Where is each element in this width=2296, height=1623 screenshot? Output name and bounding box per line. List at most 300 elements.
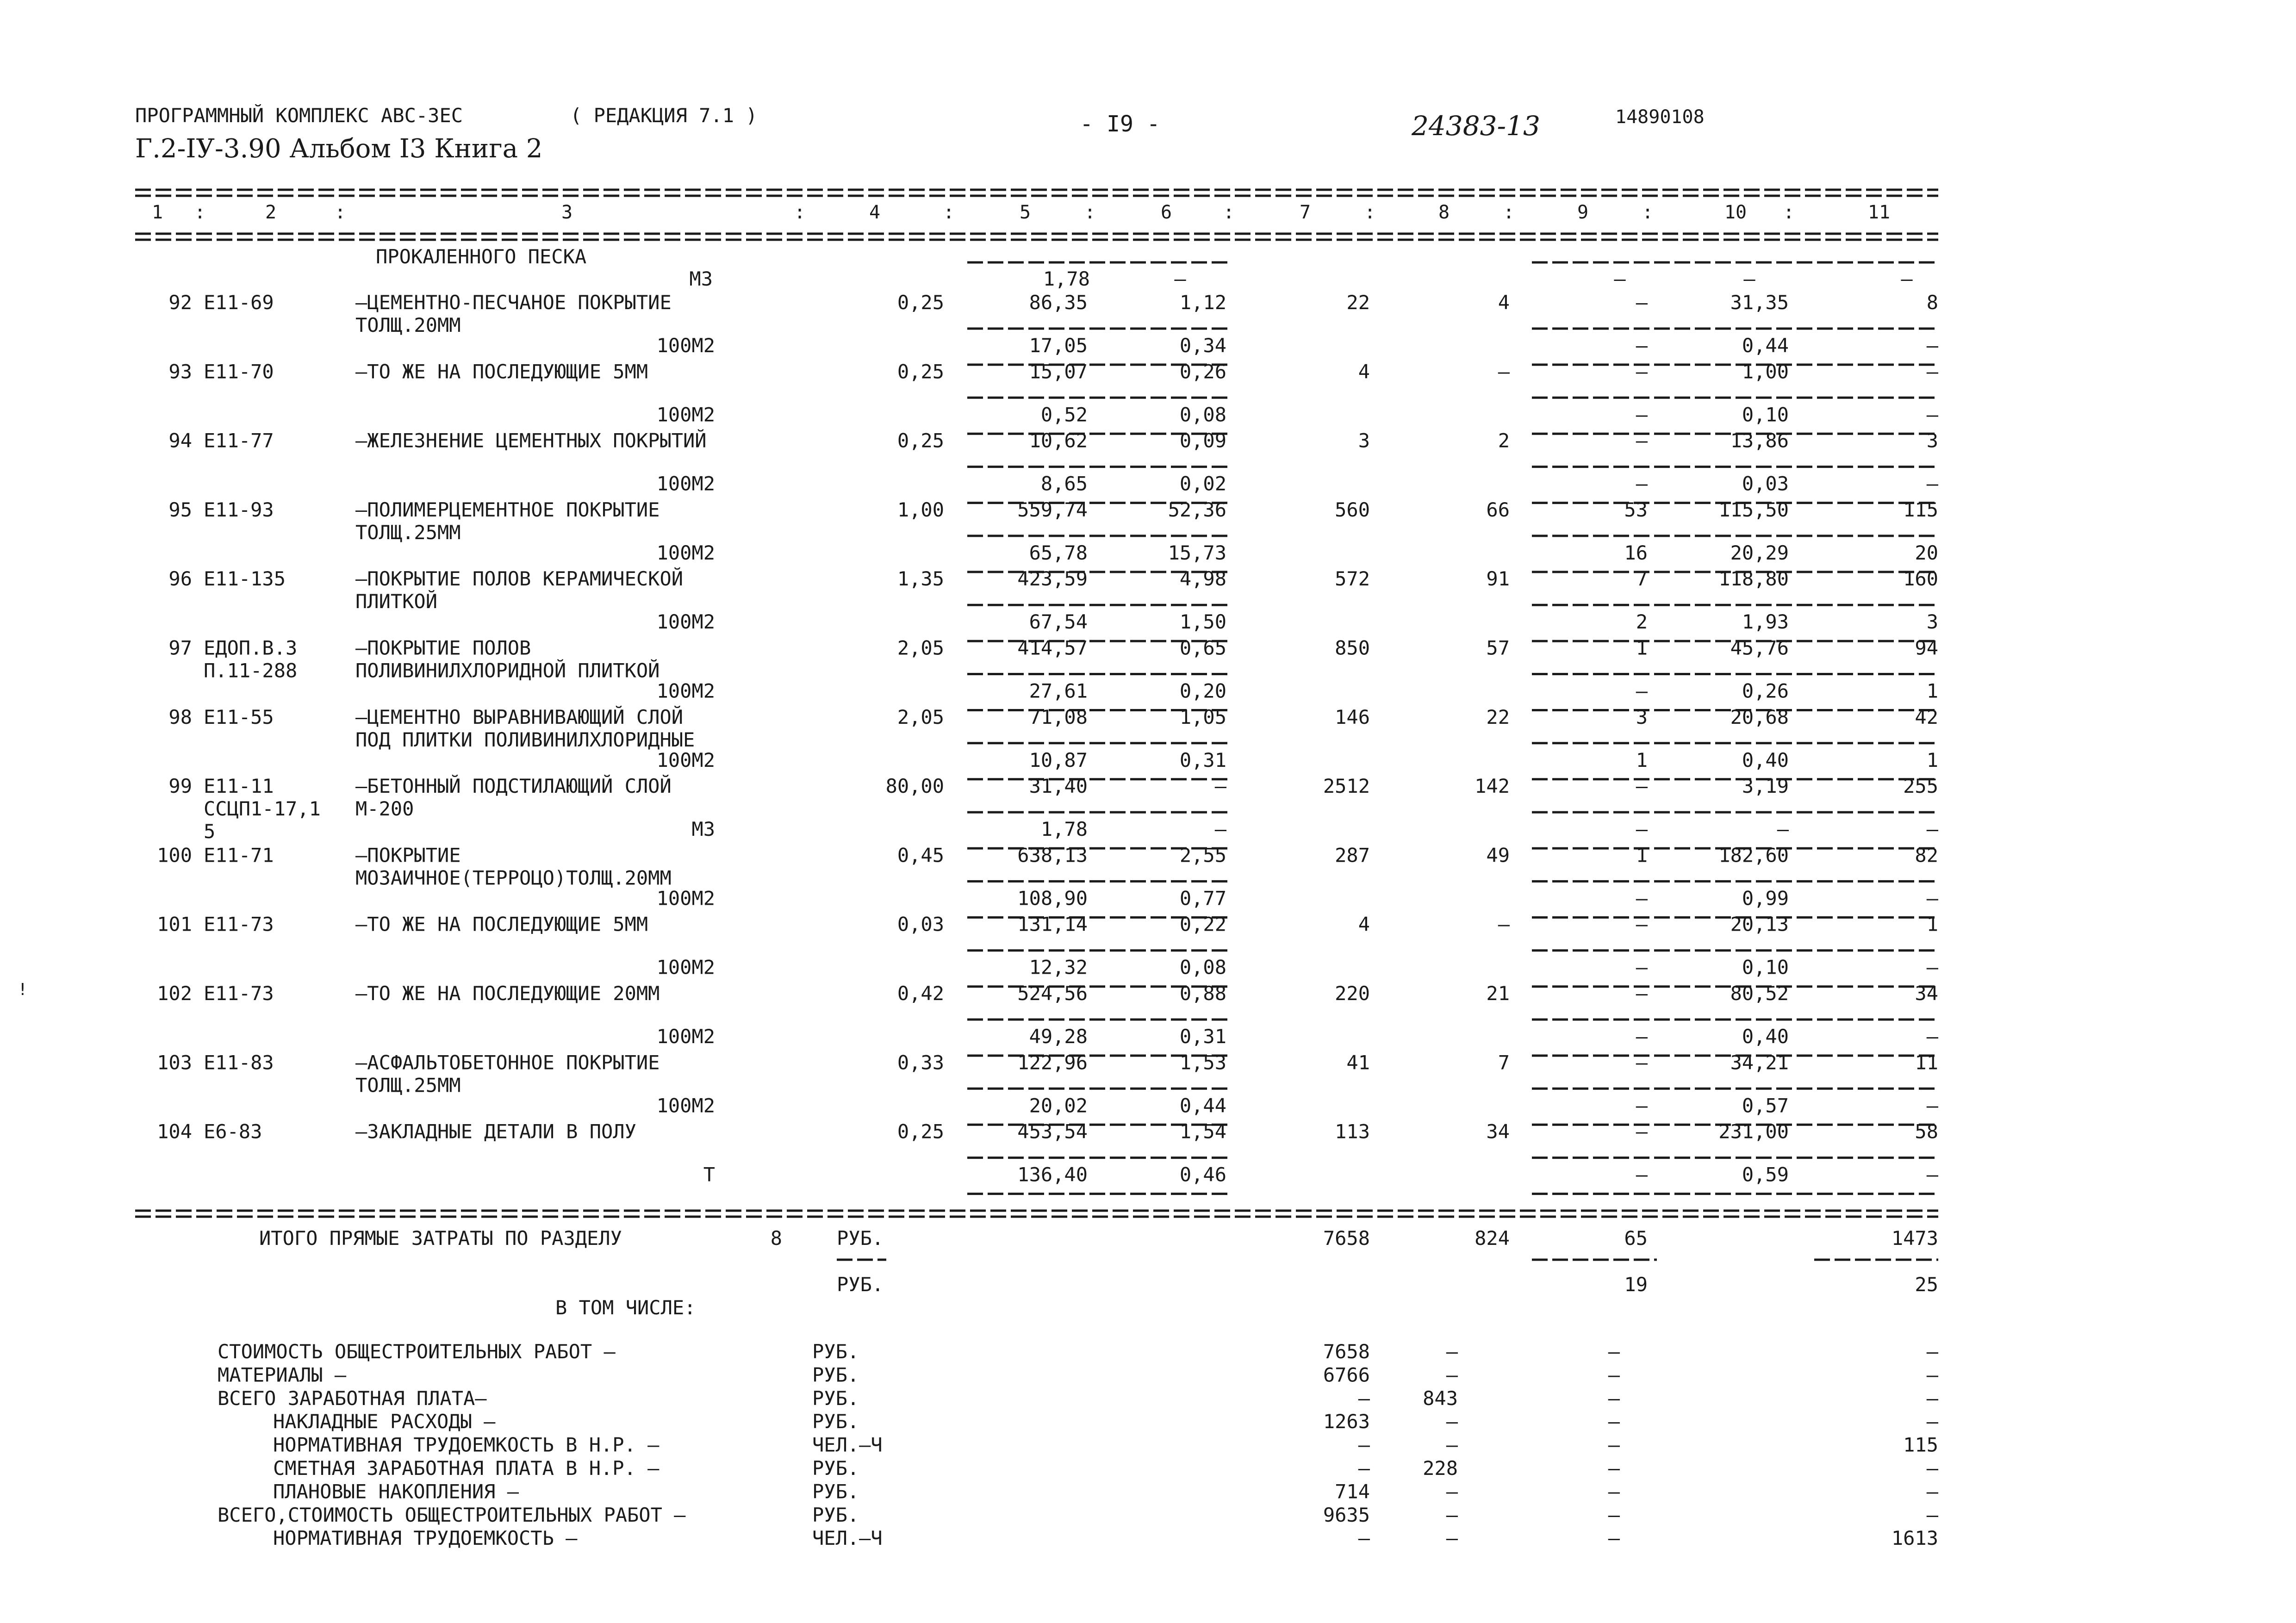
item-cost-total: 113 — [1335, 1120, 1370, 1143]
item-hours: 13,86 — [1730, 429, 1789, 452]
item-name: –ТО ЖЕ НА ПОСЛЕДУЮЩИЕ 20ММ — [355, 982, 660, 1005]
totals-c8: 824 — [1475, 1227, 1510, 1250]
page-number: - I9 - — [1080, 111, 1160, 137]
item-name: –ЖЕЛЕЗНЕНИЕ ЦЕМЕНТНЫХ ПОКРЫТИЙ — [355, 429, 707, 452]
item-number: 98 — [168, 705, 192, 728]
summary-label: ПЛАНОВЫЕ НАКОПЛЕНИЯ – — [273, 1480, 519, 1503]
summary-c9: – — [1608, 1527, 1620, 1550]
item-hours: 182,60 — [1718, 844, 1789, 867]
item-price-total: 122,96 — [1017, 1051, 1088, 1074]
column-separator: : — [194, 202, 206, 223]
item-cost-machine: 49 — [1486, 844, 1510, 867]
item-cost-machine: 34 — [1486, 1120, 1510, 1143]
item-hours-total: 115 — [1903, 498, 1938, 521]
summary-c9: – — [1608, 1387, 1620, 1410]
summary-c8: 228 — [1423, 1457, 1458, 1480]
item-unit-hours-total: – — [1926, 818, 1938, 841]
summary-label: СТОИМОСТЬ ОБЩЕСТРОИТЕЛЬНЫХ РАБОТ – — [218, 1340, 616, 1363]
item-row — [168, 498, 1938, 572]
item-name: МОЗАИЧНОЕ(ТЕРРОЦО)ТОЛЩ.20ММ — [355, 866, 672, 889]
summary-line — [273, 1434, 1938, 1456]
item-name: ТОЛЩ.25ММ — [355, 521, 461, 544]
item-unit: М3 — [691, 818, 715, 841]
item-row — [157, 1120, 1939, 1194]
item-unit: 100М2 — [656, 748, 715, 771]
item-cost-machine: 7 — [1498, 1051, 1510, 1074]
item-unit-price-machine: 0,77 — [1179, 887, 1226, 910]
item-cost-total: 2512 — [1323, 775, 1370, 798]
item-number: 101 — [157, 913, 192, 936]
item-name: ТОЛЩ.20ММ — [355, 314, 461, 336]
summary-c9: – — [1608, 1480, 1620, 1503]
item-unit-price-total: 27,61 — [1029, 679, 1088, 703]
summary-c8: 843 — [1423, 1387, 1458, 1410]
item-unit-price-machine: 0,08 — [1179, 956, 1226, 979]
item-unit-hours: 1,93 — [1742, 610, 1789, 634]
item-hours-total: – — [1926, 360, 1938, 383]
item-hours-total: 160 — [1903, 567, 1938, 591]
column-number-1: 1 — [151, 202, 163, 223]
item-price-machine: 4,98 — [1179, 567, 1226, 591]
preamble-text: ПРОКАЛЕННОГО ПЕСКА — [376, 245, 587, 268]
item-price-machine: 1,54 — [1179, 1120, 1226, 1143]
document-header — [135, 104, 1705, 164]
totals-label: ИТОГО ПРЯМЫЕ ЗАТРАТЫ ПО РАЗДЕЛУ — [259, 1227, 622, 1250]
item-unit-hours: 0,10 — [1742, 403, 1789, 426]
item-name: –ПОЛИМЕРЦЕМЕНТНОЕ ПОКРЫТИЕ — [355, 498, 660, 521]
item-unit-hours: 0,99 — [1742, 887, 1789, 910]
item-name: –ЦЕМЕНТНО ВЫРАВНИВАЮЩИЙ СЛОЙ — [355, 705, 684, 728]
summary-c8: – — [1446, 1340, 1458, 1363]
item-unit-price-machine: – — [1214, 818, 1226, 841]
summary-c7: 7658 — [1323, 1340, 1370, 1363]
totals-c11-2: 25 — [1915, 1273, 1938, 1296]
item-cost-machine: 57 — [1486, 636, 1510, 659]
totals-c9-2: 19 — [1624, 1273, 1648, 1296]
item-cost-total: 850 — [1335, 636, 1370, 659]
summary-c11: – — [1926, 1480, 1938, 1503]
item-cost-total: 572 — [1335, 567, 1370, 591]
item-price-machine: 0,22 — [1179, 913, 1226, 936]
item-unit-price-total: 49,28 — [1029, 1025, 1088, 1048]
column-number-7: 7 — [1299, 202, 1311, 223]
summary-line — [273, 1410, 1939, 1433]
item-labor: 3 — [1636, 705, 1648, 728]
summary-c8: – — [1446, 1527, 1458, 1550]
item-quantity: 1,00 — [897, 498, 944, 521]
summary-c9: – — [1608, 1503, 1620, 1526]
column-separator: : — [1364, 202, 1376, 223]
summary-c8: – — [1446, 1503, 1458, 1526]
item-labor: 1 — [1636, 636, 1648, 659]
totals-unit: РУБ. — [837, 1227, 884, 1250]
summary-c7: 1263 — [1323, 1410, 1370, 1433]
item-number: 103 — [157, 1051, 192, 1074]
item-price-machine: 1,53 — [1179, 1051, 1226, 1074]
summary-label: НАКЛАДНЫЕ РАСХОДЫ – — [273, 1410, 496, 1433]
preamble — [376, 245, 1938, 290]
item-quantity: 0,25 — [897, 1120, 944, 1143]
column-separator: : — [1503, 202, 1515, 223]
totals-section: 8 — [770, 1227, 782, 1250]
summary-c11: – — [1926, 1410, 1938, 1433]
totals-c7: 7658 — [1323, 1227, 1370, 1250]
item-cost-machine: – — [1498, 360, 1510, 383]
item-price-total: 131,14 — [1017, 913, 1088, 936]
album-title: Г.2-ІУ-3.90 Альбом I3 Книга 2 — [135, 134, 543, 164]
item-hours: 20,13 — [1730, 913, 1789, 936]
preamble-c6: – — [1174, 267, 1186, 290]
item-row — [168, 291, 1938, 365]
item-row — [168, 567, 1938, 641]
summary-c11: – — [1926, 1387, 1938, 1410]
item-unit-hours-total: 20 — [1915, 541, 1938, 564]
item-quantity: 0,33 — [897, 1051, 944, 1074]
item-cost-machine: 21 — [1486, 982, 1510, 1005]
totals-c9: 65 — [1624, 1227, 1648, 1250]
item-hours: 34,21 — [1730, 1051, 1789, 1074]
item-row — [168, 360, 1938, 434]
column-number-10: 10 — [1724, 202, 1747, 223]
item-unit-price-machine: 0,08 — [1179, 403, 1226, 426]
item-name: –ПОКРЫТИЕ ПОЛОВ КЕРАМИЧЕСКОЙ — [355, 567, 684, 591]
item-hours-total: 11 — [1915, 1051, 1938, 1074]
item-cost-machine: 2 — [1498, 429, 1510, 452]
item-code: Е11-93 — [204, 498, 274, 521]
item-quantity: 2,05 — [897, 636, 944, 659]
item-hours-total: 255 — [1903, 775, 1938, 798]
item-name: –ЗАКЛАДНЫЕ ДЕТАЛИ В ПОЛУ — [355, 1120, 636, 1143]
preamble-c11: – — [1901, 267, 1913, 290]
item-row — [157, 913, 1939, 987]
preamble-c5: 1,78 — [1043, 267, 1090, 290]
item-name: –ЦЕМЕНТНО-ПЕСЧАНОЕ ПОКРЫТИЕ — [355, 291, 672, 314]
item-unit-labor: – — [1636, 887, 1648, 910]
summary-c7: – — [1358, 1457, 1370, 1480]
item-name: ПЛИТКОЙ — [355, 590, 438, 613]
item-cost-total: 41 — [1346, 1051, 1370, 1074]
column-number-6: 6 — [1160, 202, 1172, 223]
item-hours-total: 8 — [1926, 291, 1938, 314]
summary-line — [218, 1504, 1939, 1526]
item-price-machine: 1,12 — [1179, 291, 1226, 314]
document-number: 24383-13 — [1412, 110, 1540, 142]
item-labor: – — [1636, 913, 1648, 936]
item-price-total: 71,08 — [1029, 705, 1088, 728]
item-unit: 100М2 — [656, 956, 715, 979]
preamble-c9: – — [1614, 267, 1626, 290]
item-code: Е11-83 — [204, 1051, 274, 1074]
item-unit-labor: – — [1636, 472, 1648, 495]
summary-c9: – — [1608, 1363, 1620, 1387]
item-cost-total: 220 — [1335, 982, 1370, 1005]
item-unit-hours-total: – — [1926, 1163, 1938, 1186]
item-row — [168, 637, 1938, 710]
item-price-total: 86,35 — [1029, 291, 1088, 314]
item-unit-price-machine: 0,31 — [1179, 748, 1226, 771]
item-code: Е11-70 — [204, 360, 274, 383]
item-price-machine: 0,26 — [1179, 360, 1226, 383]
item-unit-labor: – — [1636, 334, 1648, 357]
item-name: –АСФАЛЬТОБЕТОННОЕ ПОКРЫТИЕ — [355, 1051, 660, 1074]
item-unit-hours: 0,10 — [1742, 956, 1789, 979]
summary-c9: – — [1608, 1340, 1620, 1363]
item-unit-labor: 1 — [1636, 748, 1648, 771]
item-quantity: 0,25 — [897, 429, 944, 452]
item-unit-price-machine: 15,73 — [1168, 541, 1226, 564]
item-cost-machine: 142 — [1475, 775, 1510, 798]
item-unit-labor: – — [1636, 403, 1648, 426]
item-labor: 1 — [1636, 844, 1648, 867]
item-unit-hours: 0,59 — [1742, 1163, 1789, 1186]
item-cost-total: 560 — [1335, 498, 1370, 521]
item-name: –БЕТОННЫЙ ПОДСТИЛАЮЩИЙ СЛОЙ — [355, 775, 672, 798]
item-name: ТОЛЩ.25ММ — [355, 1074, 461, 1097]
including-label: В ТОМ ЧИСЛЕ: — [555, 1296, 696, 1319]
column-separator: : — [794, 202, 806, 223]
item-unit: 100М2 — [656, 1094, 715, 1117]
item-hours: 20,68 — [1730, 705, 1789, 728]
item-unit-price-total: 10,87 — [1029, 748, 1088, 771]
item-cost-total: 3 — [1358, 429, 1370, 452]
item-unit-price-total: 17,05 — [1029, 334, 1088, 357]
column-separator: : — [1223, 202, 1235, 223]
item-price-total: 414,57 — [1017, 636, 1088, 659]
item-labor: 7 — [1636, 567, 1648, 591]
item-unit-hours: 0,03 — [1742, 472, 1789, 495]
item-unit-hours: 0,40 — [1742, 748, 1789, 771]
item-code: ЕДОП.В.3 — [204, 636, 298, 659]
summary-unit: ЧЕЛ.–Ч — [812, 1527, 883, 1550]
item-name: ПОД ПЛИТКИ ПОЛИВИНИЛХЛОРИДНЫЕ — [355, 728, 695, 751]
item-number: 96 — [168, 567, 192, 591]
item-unit-price-total: 67,54 — [1029, 610, 1088, 634]
item-unit-hours-total: – — [1926, 887, 1938, 910]
column-number-3: 3 — [561, 202, 573, 223]
item-unit-labor: 16 — [1624, 541, 1648, 564]
item-cost-total: 287 — [1335, 844, 1370, 867]
item-unit: 100М2 — [656, 403, 715, 426]
item-code: ССЦП1-17,1 — [204, 797, 321, 821]
summary-unit: РУБ. — [812, 1457, 859, 1480]
item-hours-total: 94 — [1915, 636, 1938, 659]
item-labor: 53 — [1624, 498, 1648, 521]
item-row — [168, 705, 1938, 779]
item-hours: 1,00 — [1742, 360, 1789, 383]
summary-label: ВСЕГО,СТОИМОСТЬ ОБЩЕСТРОИТЕЛЬНЫХ РАБОТ – — [218, 1503, 686, 1526]
column-separator: : — [1642, 202, 1654, 223]
item-cost-total: 22 — [1346, 291, 1370, 314]
item-labor: – — [1636, 1051, 1648, 1074]
item-unit-price-machine: 0,20 — [1179, 679, 1226, 703]
summary-c11: 115 — [1903, 1433, 1938, 1456]
item-code: Е11-11 — [204, 775, 274, 798]
item-code: Е11-77 — [204, 429, 274, 452]
item-cost-total: 4 — [1358, 360, 1370, 383]
summary-line — [218, 1387, 1939, 1410]
item-hours: 118,80 — [1718, 567, 1789, 591]
item-hours: 31,35 — [1730, 291, 1789, 314]
item-unit-labor: – — [1636, 818, 1648, 841]
summary-c8: – — [1446, 1410, 1458, 1433]
item-name: ПОЛИВИНИЛХЛОРИДНОЙ ПЛИТКОЙ — [355, 659, 660, 682]
item-cost-machine: – — [1498, 913, 1510, 936]
item-unit-hours: 0,40 — [1742, 1025, 1789, 1048]
item-unit-hours-total: – — [1926, 1025, 1938, 1048]
item-number: 94 — [168, 429, 192, 452]
item-hours-total: 34 — [1915, 982, 1938, 1005]
item-code: Е11-73 — [204, 913, 274, 936]
item-name: М-200 — [355, 797, 414, 821]
item-hours: 115,50 — [1718, 498, 1789, 521]
totals-unit-2: РУБ. — [837, 1273, 884, 1296]
summary-line — [218, 1363, 1939, 1386]
item-quantity: 1,35 — [897, 567, 944, 591]
program-edition: ( РЕДАКЦИЯ 7.1 ) — [570, 104, 758, 127]
item-unit-price-machine: 0,02 — [1179, 472, 1226, 495]
column-number-2: 2 — [265, 202, 277, 223]
item-unit-hours-total: 3 — [1926, 610, 1938, 634]
item-unit: 100М2 — [656, 887, 715, 910]
item-unit: 100М2 — [656, 679, 715, 703]
summary-c7: 714 — [1335, 1480, 1370, 1503]
summary-c7: 6766 — [1323, 1363, 1370, 1387]
item-unit-price-total: 20,02 — [1029, 1094, 1088, 1117]
summary-c8: – — [1446, 1433, 1458, 1456]
summary-line — [273, 1527, 1938, 1549]
item-unit-price-machine: 0,31 — [1179, 1025, 1226, 1048]
item-price-machine: 0,88 — [1179, 982, 1226, 1005]
summary-label: ВСЕГО ЗАРАБОТНАЯ ПЛАТА– — [218, 1387, 487, 1410]
summary-c11: – — [1926, 1363, 1938, 1387]
summary-c11: – — [1926, 1340, 1938, 1363]
item-number: 93 — [168, 360, 192, 383]
item-hours-total: 82 — [1915, 844, 1938, 867]
summary-unit: РУБ. — [812, 1480, 859, 1503]
item-hours-total: 1 — [1926, 913, 1938, 936]
summary-c7: – — [1358, 1527, 1370, 1550]
column-separator: : — [1783, 202, 1795, 223]
summary-unit: РУБ. — [812, 1363, 859, 1387]
summary-unit: ЧЕЛ.–Ч — [812, 1433, 883, 1456]
item-code: 5 — [204, 820, 216, 843]
item-unit-labor: – — [1636, 1025, 1648, 1048]
item-cost-machine: 91 — [1486, 567, 1510, 591]
item-price-total: 31,40 — [1029, 775, 1088, 798]
item-number: 102 — [157, 982, 192, 1005]
item-row — [157, 982, 1939, 1056]
item-row — [168, 774, 1938, 848]
item-row — [168, 429, 1938, 503]
summary-c8: – — [1446, 1480, 1458, 1503]
item-row — [157, 1051, 1939, 1125]
item-unit-hours: – — [1777, 818, 1789, 841]
item-unit-price-total: 1,78 — [1040, 818, 1088, 841]
totals-block — [135, 1211, 1938, 1319]
item-quantity: 0,45 — [897, 844, 944, 867]
item-name: –ТО ЖЕ НА ПОСЛЕДУЮЩИЕ 5ММ — [355, 913, 648, 936]
column-separator: : — [943, 202, 955, 223]
item-cost-machine: 22 — [1486, 705, 1510, 728]
item-quantity: 2,05 — [897, 705, 944, 728]
item-code: Е6-83 — [204, 1120, 262, 1143]
item-number: 92 — [168, 291, 192, 314]
item-unit-price-machine: 0,46 — [1179, 1163, 1226, 1186]
item-code: Е11-135 — [204, 567, 286, 591]
summary-label: МАТЕРИАЛЫ – — [218, 1363, 347, 1387]
item-unit-labor: – — [1636, 956, 1648, 979]
column-header — [135, 190, 1938, 240]
item-unit-hours-total: – — [1926, 334, 1938, 357]
item-unit-price-machine: 1,50 — [1179, 610, 1226, 634]
item-hours: 45,76 — [1730, 636, 1789, 659]
item-unit-hours-total: – — [1926, 1094, 1938, 1117]
estimate-items — [157, 291, 1939, 1194]
document-code: 14890108 — [1615, 106, 1705, 128]
item-unit: Т — [703, 1163, 715, 1186]
item-price-total: 423,59 — [1017, 567, 1088, 591]
item-unit-price-total: 12,32 — [1029, 956, 1088, 979]
item-hours-total: 3 — [1926, 429, 1938, 452]
item-quantity: 0,25 — [897, 291, 944, 314]
item-name: –ТО ЖЕ НА ПОСЛЕДУЮЩИЕ 5ММ — [355, 360, 648, 383]
item-unit-hours-total: – — [1926, 403, 1938, 426]
summary-c9: – — [1608, 1457, 1620, 1480]
item-price-machine: 0,09 — [1179, 429, 1226, 452]
item-unit-hours-total: 1 — [1926, 748, 1938, 771]
item-code: П.11-288 — [204, 659, 298, 682]
item-code: Е11-73 — [204, 982, 274, 1005]
item-price-total: 524,56 — [1017, 982, 1088, 1005]
summary-c7: – — [1358, 1387, 1370, 1410]
item-unit-price-total: 108,90 — [1017, 887, 1088, 910]
item-unit-price-machine: 0,44 — [1179, 1094, 1226, 1117]
item-labor: – — [1636, 360, 1648, 383]
item-quantity: 80,00 — [885, 775, 944, 798]
item-cost-machine: 66 — [1486, 498, 1510, 521]
item-hours: 80,52 — [1730, 982, 1789, 1005]
summary-c7: 9635 — [1323, 1503, 1370, 1526]
summary-unit: РУБ. — [812, 1340, 859, 1363]
item-labor: – — [1636, 1120, 1648, 1143]
column-number-5: 5 — [1019, 202, 1031, 223]
item-name: –ПОКРЫТИЕ ПОЛОВ — [355, 636, 531, 659]
column-separator: : — [1084, 202, 1096, 223]
item-unit: 100М2 — [656, 472, 715, 495]
item-unit-price-total: 8,65 — [1040, 472, 1088, 495]
summary-block — [218, 1340, 1939, 1549]
item-hours: 3,19 — [1742, 775, 1789, 798]
item-unit-hours-total: – — [1926, 956, 1938, 979]
item-unit-price-machine: 0,34 — [1179, 334, 1226, 357]
item-unit-labor: 2 — [1636, 610, 1648, 634]
preamble-c10: – — [1743, 267, 1755, 290]
summary-label: НОРМАТИВНАЯ ТРУДОЕМКОСТЬ – — [273, 1527, 578, 1550]
item-unit-hours: 20,29 — [1730, 541, 1789, 564]
item-price-machine: 52,36 — [1168, 498, 1226, 521]
summary-c11: – — [1926, 1457, 1938, 1480]
item-price-machine: 1,05 — [1179, 705, 1226, 728]
item-price-machine: – — [1214, 775, 1226, 798]
item-quantity: 0,42 — [897, 982, 944, 1005]
summary-unit: РУБ. — [812, 1387, 859, 1410]
summary-label: НОРМАТИВНАЯ ТРУДОЕМКОСТЬ В Н.Р. – — [273, 1433, 660, 1456]
item-quantity: 0,03 — [897, 913, 944, 936]
item-hours-total: 42 — [1915, 705, 1938, 728]
item-unit-hours: 0,44 — [1742, 334, 1789, 357]
item-price-machine: 2,55 — [1179, 844, 1226, 867]
item-price-total: 638,13 — [1017, 844, 1088, 867]
